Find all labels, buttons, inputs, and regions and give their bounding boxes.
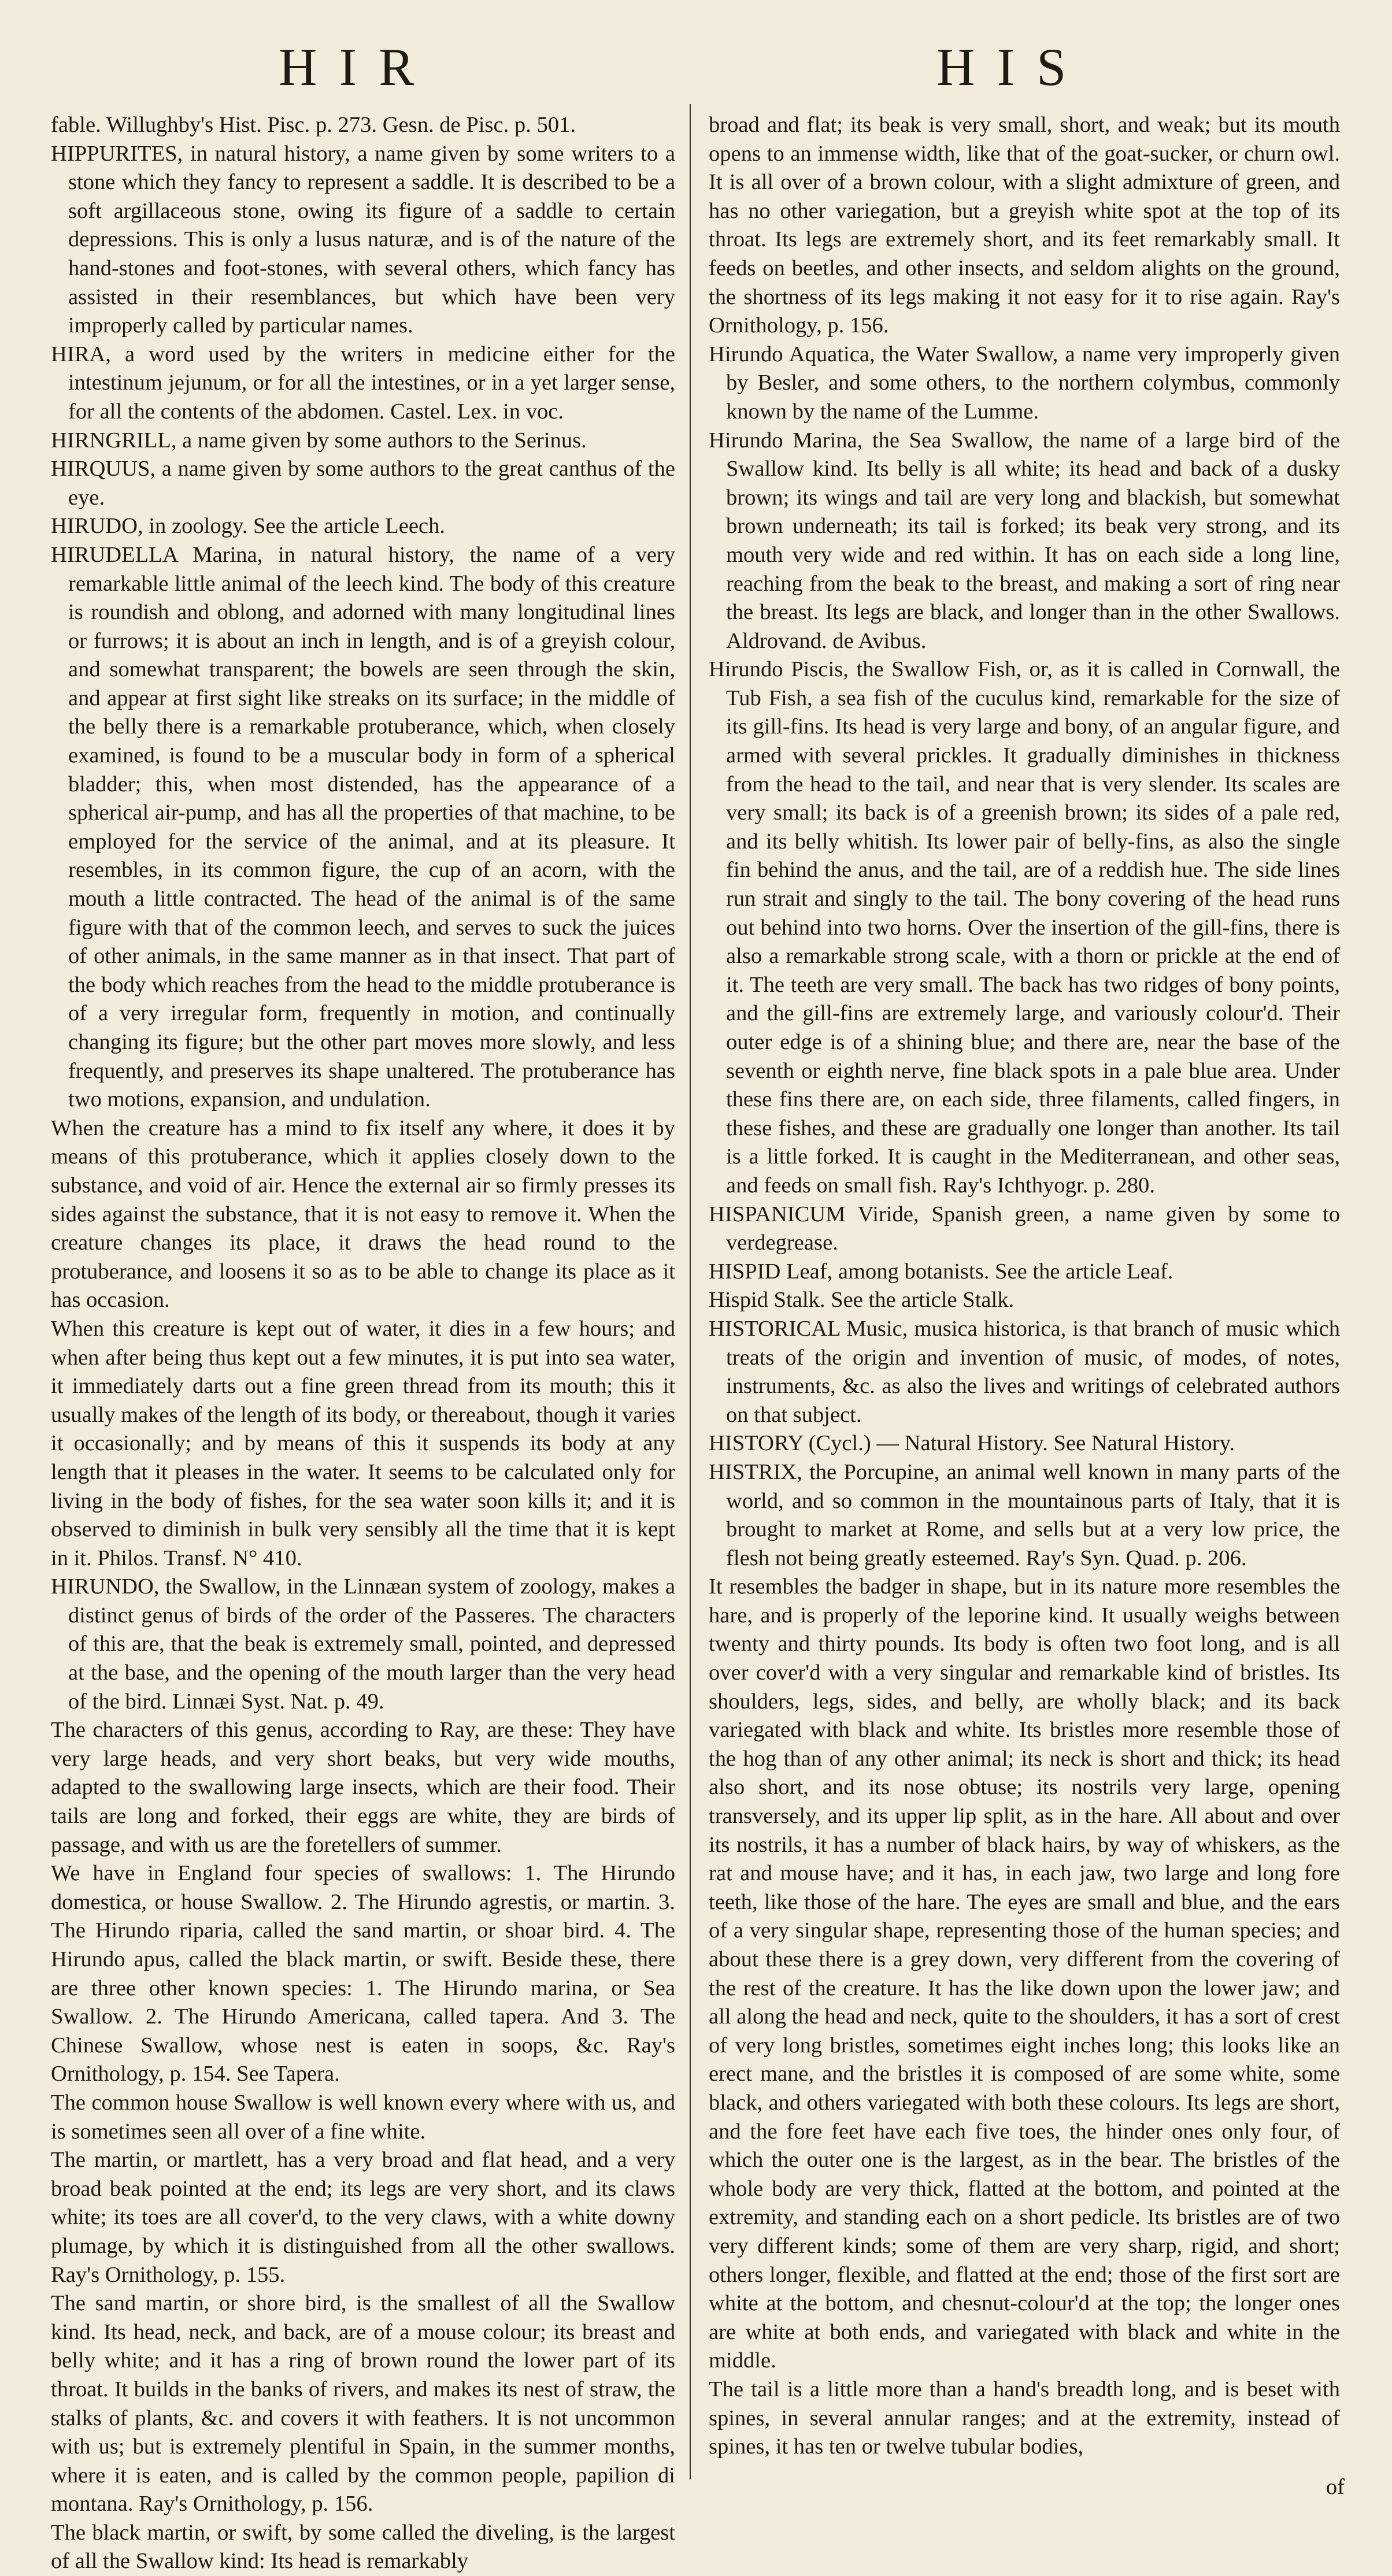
entry-paragraph: HISPID Leaf, among botanists. See the article Leaf. [709, 1259, 1173, 1284]
entry-paragraph: When the creature has a mind to fix itself any where, it does it by means of this protuberance, which it applies closely down to the substance, and void of air. Hence the external air so firmly presses its sides against the substance, that it is not easy to remove it. When the creature changes its place, it draws the head round to the protuberance, and loosens it so as to be able to change its place as it has occasion. [51, 1115, 675, 1313]
catchword: of [1326, 2475, 1345, 2499]
running-head-left: HIR [279, 38, 436, 97]
entry-paragraph: Hirundo Aquatica, the Water Swallow, a name very improperly given by Besler, and some others, to the northern colymbus, commonly known by the name of the Lumme. [709, 342, 1340, 424]
column-rule [690, 104, 691, 2479]
entry-paragraph: broad and flat; its beak is very small, short, and weak; but its mouth opens to an immense width, like that of the goat-sucker, or churn owl. It is all over of a brown colour, with a slight admixture of green, and has no other variegation, but a greyish white spot at the top of its throat. Its legs are extremely short, and its feet remarkably small. It feeds on beetles, and other insects, and seldom alights on the ground, the shortness of its legs making it not easy for it to rise again. Ray's Ornithology, p. 156. [709, 113, 1340, 338]
entry-paragraph: It resembles the badger in shape, but in its nature more resembles the hare, and is properly of the leporine kind. It usually weighs between twenty and thirty pounds. Its body is often two foot long, and is all over cover'd with a very singular and remarkable kind of bristles. Its shoulders, legs, sides, and belly, are wholly black; and its back variegated with black and white. Its bristles more resemble those of the hog than of any other animal; its neck is short and thick; its head also short, and its nose obtuse; its nostrils very large, opening transversely, and its upper lip split, as in the hare. All about and over its nostrils, it has a number of black hairs, by way of whiskers, as the rat and mouse have; and it has, in each jaw, two large and long fore teeth, like those of the hare. The eyes are small and blue, and the ears of a very singular shape, representing those of the human species; and about these there is a grey down, very different from the covering of the rest of the creature. It has the like down upon the lower jaw; and all along the head and neck, quite to the shoulders, it has a sort of crest of very long bristles, sometimes eight inches long; this looks like an erect mane, and the bristles it is composed of are some white, some black, and others variegated with both these colours. Its legs are short, and the fore feet have each five toes, the hinder ones only four, of which the outer one is the largest, as in the bear. The bristles of the whole body are very thick, flatted at the bottom, and pointed at the extremity, and standing each on a short pedicle. Its bristles are of two very different kinds; some of them are very sharp, rigid, and short; others longer, flexible, and flatted at the end; those of the first sort are white at the bottom, and chesnut-colour'd at the top; the longer ones are white at both ends, and variegated with black and white in the middle. [709, 1574, 1340, 2373]
entry-paragraph: The tail is a little more than a hand's breadth long, and is beset with spines, in several annular ranges; and at the extremity, instead of spines, it has ten or twelve tubular bodies, [709, 2377, 1340, 2459]
right-column [709, 111, 1340, 2462]
entry-paragraph: We have in England four species of swallows: 1. The Hirundo domestica, or house Swallow. 2. The Hirundo agrestis, or martin. 3. The Hirundo riparia, called the sand martin, or shoar bird. 4. The Hirundo apus, called the black martin, or swift. Beside these, there are three other known species: 1. The Hirundo marina, or Sea Swallow. 2. The Hirundo Americana, called tapera. And 3. The Chinese Swallow, whose nest is eaten in soops, &c. Ray's Ornithology, p. 154. See Tapera. [51, 1861, 675, 2086]
left-column [51, 111, 675, 2576]
entry-paragraph: The sand martin, or shore bird, is the smallest of all the Swallow kind. Its head, neck, and back, are of a mouse colour; its breast and belly white; and it has a ring of brown round the lower part of its throat. It builds in the banks of rivers, and makes its nest of straw, the stalks of plants, &c. and covers it with feathers. It is not uncommon with us; but is extremely plentiful in Spain, in the summer months, where it is eaten, and is called by the common people, papilion di montana. Ray's Ornithology, p. 156. [51, 2291, 675, 2516]
entry-paragraph: The martin, or martlett, has a very broad and flat head, and a very broad beak pointed at the end; its legs are very short, and its claws white; its toes are all cover'd, to the very claws, with a white downy plumage, by which it is distinguished from all the other swallows. Ray's Ornithology, p. 155. [51, 2148, 675, 2287]
entry-paragraph: HIRUDO, in zoology. See the article Leech. [51, 514, 446, 539]
entry-paragraph: The characters of this genus, according to Ray, are these: They have very large heads, and very short beaks, but very wide mouths, adapted to the swallowing large insects, which are their food. Their tails are long and forked, their eggs are white, they are birds of passage, and with us are the foretellers of summer. [51, 1718, 675, 1857]
entry-paragraph: HIRNGRILL, a name given by some authors to the Serinus. [51, 428, 587, 453]
entry-paragraph: HISPANICUM Viride, Spanish green, a name given by some to verdegrease. [709, 1202, 1340, 1255]
entry-paragraph: When this creature is kept out of water, it dies in a few hours; and when after being thus kept out a few minutes, it is put into sea water, it immediately darts out a fine green thread from its mouth; this it usually makes of the length of its body, or thereabout, though it varies it occasionally; and by means of this it suspends its body at any length that it pleases in the water. It seems to be calculated only for living in the body of fishes, for the sea water soon kills it; and it is observed to diminish in bulk very sensibly all the time that it is kept in it. Philos. Transf. N° 410. [51, 1316, 675, 1570]
entry-paragraph: Hispid Stalk. See the article Stalk. [709, 1288, 1015, 1313]
entry-paragraph: HISTRIX, the Porcupine, an animal well known in many parts of the world, and so common in the mountainous parts of Italy, that it is brought to market at Rome, and sells but at a very low price, the flesh not being greatly esteemed. Ray's Syn. Quad. p. 206. [709, 1459, 1340, 1570]
entry-paragraph: HIPPURITES, in natural history, a name given by some writers to a stone which they fancy to represent a saddle. It is described to be a soft argillaceous stone, owing its figure of a saddle to certain depressions. This is only a lusus naturæ, and is of the nature of the hand-stones and foot-stones, with several others, which fancy has assisted in their resemblances, but which have been very improperly called by particular names. [51, 141, 675, 338]
entry-paragraph: HIRA, a word used by the writers in medicine either for the intestinum jejunum, or for all the intestines, or in a yet larger sense, for all the contents of the abdomen. Castel. Lex. in voc. [51, 342, 675, 424]
entry-paragraph: HIRQUUS, a name given by some authors to the great canthus of the eye. [51, 457, 675, 510]
entry-paragraph: The black martin, or swift, by some called the diveling, is the largest of all the Swallow kind: Its head is remarkably [51, 2520, 675, 2574]
entry-paragraph: HIRUDELLA Marina, in natural history, the name of a very remarkable little animal of the leech kind. The body of this creature is roundish and oblong, and adorned with many longitudinal lines or furrows; it is about an inch in length, and is of a greyish colour, and somewhat transparent; the bowels are seen through the skin, and appear at first sight like streaks on its surface; in the middle of the belly there is a remarkable protuberance, which, when closely examined, is found to be a muscular body in form of a spherical bladder; this, when most distended, has the appearance of a spherical air-pump, and has all the properties of that machine, to be employed for the service of the animal, and at its pleasure. It resembles, in its common figure, the cup of an acorn, with the mouth a little contracted. The head of the animal is of the same figure with that of the common leech, and serves to suck the juices of other animals, in the same manner as in that insect. That part of the body which reaches from the head to the middle protuberance is of a very irregular form, frequently in motion, and continually changing its figure; but the other part moves more slowly, and less frequently, and preserves its shape unaltered. The protuberance has two motions, expansion, and undulation. [51, 542, 675, 1112]
entry-paragraph: HISTORY (Cycl.) — Natural History. See Natural History. [709, 1431, 1235, 1456]
entry-paragraph: fable. Willughby's Hist. Pisc. p. 273. Gesn. de Pisc. p. 501. [51, 113, 576, 137]
entry-paragraph: HISTORICAL Music, musica historica, is that branch of music which treats of the origin and invention of music, of modes, of notes, instruments, &c. as also the lives and writings of celebrated authors on that subject. [709, 1316, 1340, 1427]
running-head-right: HIS [936, 38, 1089, 97]
entry-paragraph: The common house Swallow is well known every where with us, and is sometimes seen all over of a fine white. [51, 2090, 675, 2144]
entry-paragraph: Hirundo Marina, the Sea Swallow, the name of a large bird of the Swallow kind. Its belly is all white; its head and back of a dusky brown; its wings and tail are very long and blackish, but somewhat brown underneath; its tail is forked; its beak very strong, and its mouth very wide and red within. It has on each side a long line, reaching from the beak to the breast, and making a sort of ring near the breast. Its legs are black, and longer than in the other Swallows. Aldrovand. de Avibus. [709, 428, 1340, 653]
entry-paragraph: Hirundo Piscis, the Swallow Fish, or, as it is called in Cornwall, the Tub Fish, a sea fish of the cuculus kind, remarkable for the size of its gill-fins. Its head is very large and bony, of an angular figure, and armed with several prickles. It gradually diminishes in thickness from the head to the tail, and near that is very slender. Its scales are very small; its back is of a greenish brown; its sides of a pale red, and its belly whitish. Its lower pair of belly-fins, as also the single fin behind the anus, and the tail, are of a reddish hue. The side lines run strait and singly to the tail. The bony covering of the head runs out behind into two horns. Over the insertion of the gill-fins, there is also a remarkable strong scale, with a thorn or prickle at the end of it. The teeth are very small. The back has two ridges of bony points, and the gill-fins are extremely large, and variously colour'd. Their outer edge is of a shining blue; and there are, near the base of the seventh or eighth nerve, fine black spots in a pale blue area. Under these fins there are, on each side, three filaments, called fingers, in these fishes, and these are gradually one longer than another. Its tail is a little forked. It is caught in the Mediterranean, and other seas, and feeds on small fish. Ray's Ichthyogr. p. 280. [709, 657, 1340, 1198]
entry-paragraph: HIRUNDO, the Swallow, in the Linnæan system of zoology, makes a distinct genus of birds of the order of the Passeres. The characters of this are, that the beak is extremely small, pointed, and depressed at the base, and the opening of the mouth larger than the very head of the bird. Linnæi Syst. Nat. p. 49. [51, 1574, 675, 1714]
